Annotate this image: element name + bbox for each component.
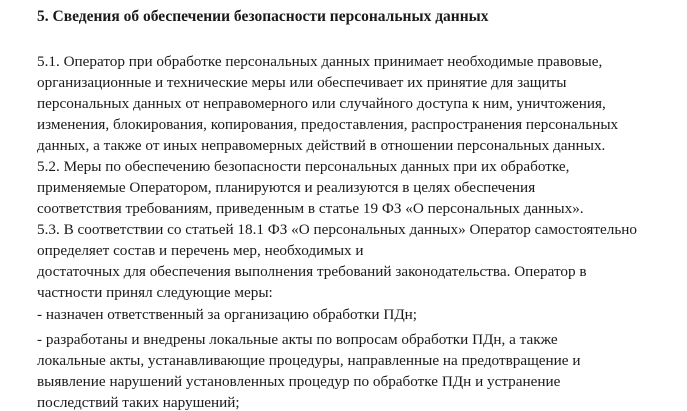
paragraph-line: изменения, блокирования, копирования, предоставления, распространения персональных — [37, 116, 619, 133]
paragraph-line: персональных данных от неправомерного или случайного доступа к ним, уничтожения, — [37, 95, 606, 112]
list-item-line: локальные акты, устанавливающие процедуры, направленные на предотвращение и — [37, 352, 581, 369]
list-item-line: выявление нарушений установленных процедур по обработке ПДн и устранение — [37, 373, 561, 390]
paragraph-line: организационные и технические меры или обеспечивает их принятие для защиты — [37, 74, 567, 91]
paragraph-line: соответствия требованиям, приведенным в статье 19 ФЗ «О персональных данных». — [37, 200, 584, 217]
paragraph-line: 5.1. Оператор при обработке персональных данных принимает необходимые правовые, — [37, 53, 603, 70]
list-item-line: последствий таких нарушений; — [37, 394, 240, 411]
paragraph-line: 5.3. В соответствии со статьей 18.1 ФЗ «О персональных данных» Оператор самостоятельно — [37, 221, 637, 238]
list-item: - назначен ответственный за организацию обработки ПДн; — [37, 306, 418, 323]
section-heading: 5. Сведения об обеспечении безопасности персональных данных — [37, 8, 489, 25]
paragraph-line: 5.2. Меры по обеспечению безопасности персональных данных при их обработке, — [37, 158, 570, 175]
list-item: - разработаны и внедрены локальные акты по вопросам обработки ПДн, а также — [37, 331, 558, 348]
paragraph-line: достаточных для обеспечения выполнения требований законодательства. Оператор в — [37, 263, 587, 280]
paragraph-line: частности принял следующие меры: — [37, 284, 273, 301]
paragraph-line: данных, а также от иных неправомерных действий в отношении персональных данных. — [37, 137, 606, 154]
paragraph-line: определяет состав и перечень мер, необходимых и — [37, 242, 364, 259]
paragraph-line: применяемые Оператором, планируются и реализуются в целях обеспечения — [37, 179, 536, 196]
